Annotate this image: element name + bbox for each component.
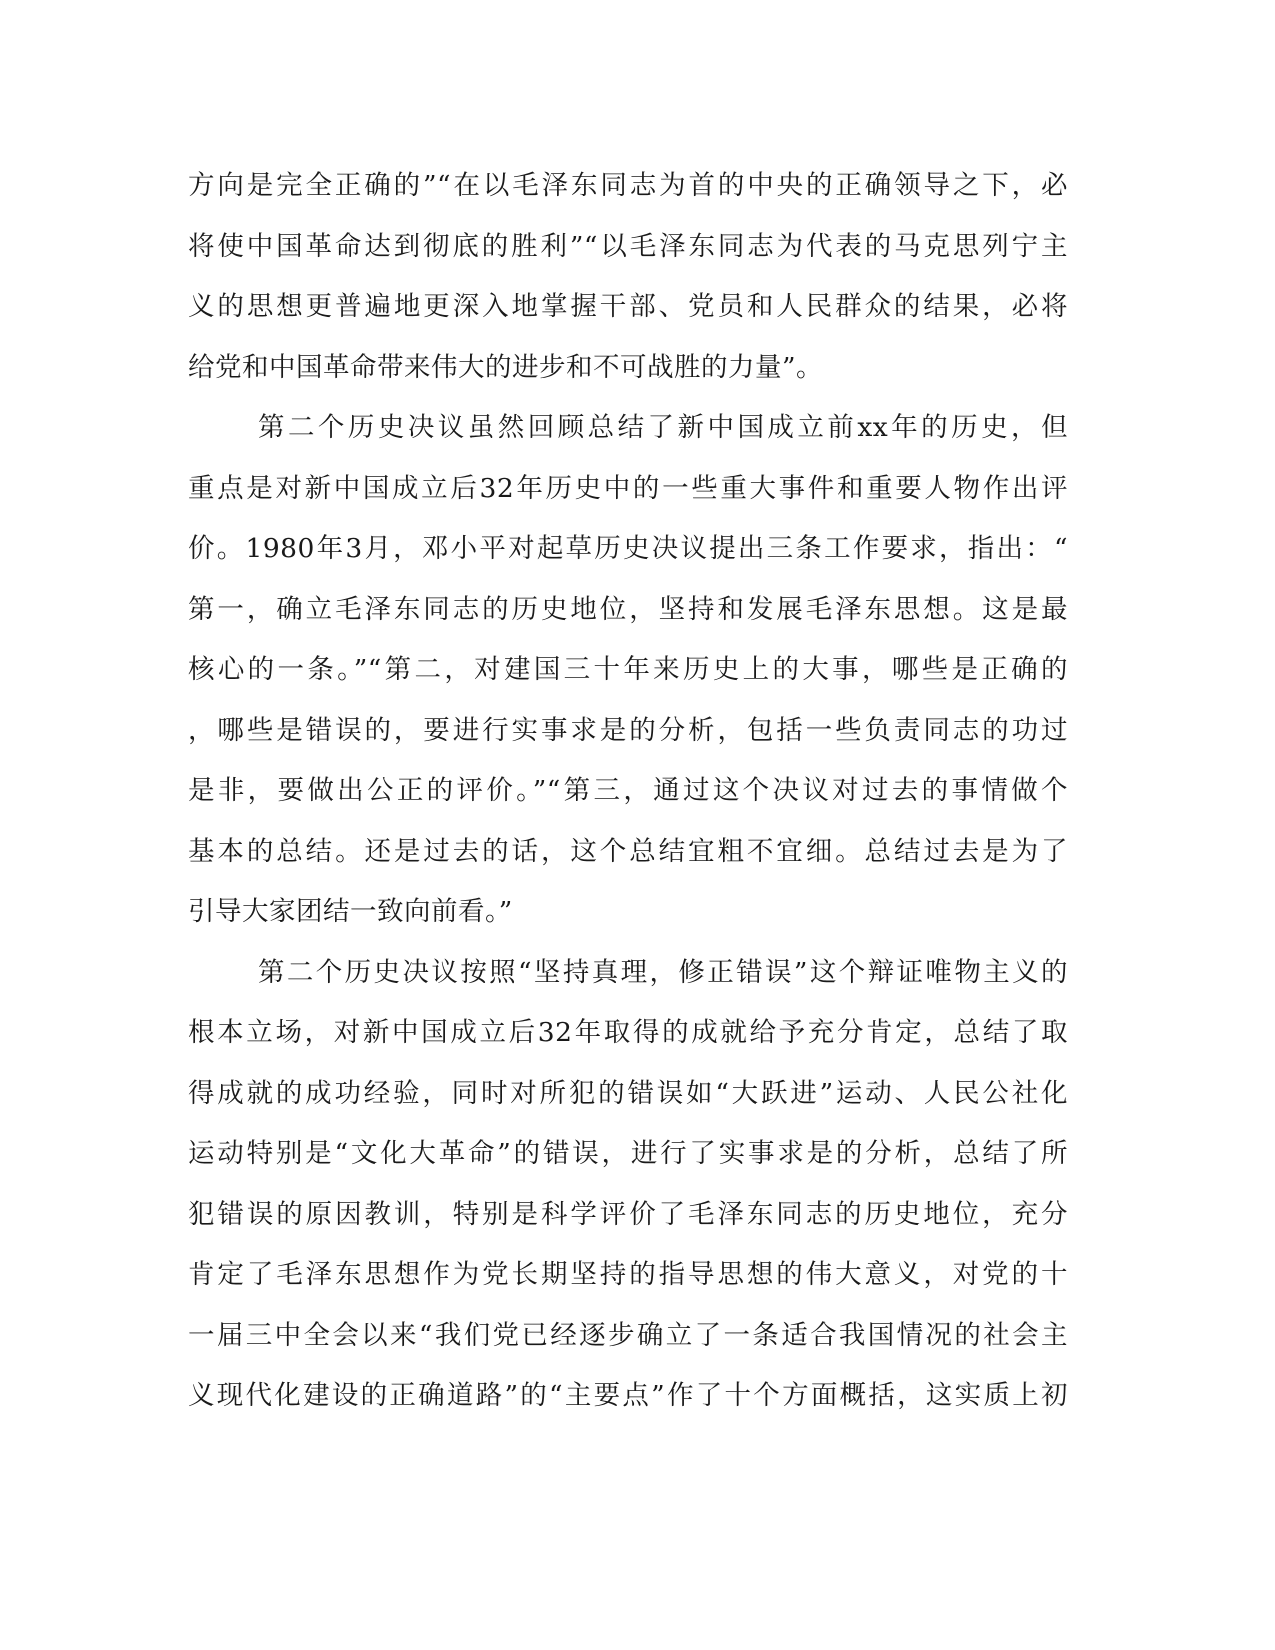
text-line: 一届三中全会以来“我们党已经逐步确立了一条适合我国情况的社会主 xyxy=(188,1319,1068,1351)
text-line: ，哪些是错误的，要进行实事求是的分析，包括一些负责同志的功过 xyxy=(188,714,1068,746)
text-line: 基本的总结。还是过去的话，这个总结宜粗不宜细。总结过去是为了 xyxy=(188,835,1068,867)
text-line: 是非，要做出公正的评价。”“第三，通过这个决议对过去的事情做个 xyxy=(188,775,1068,806)
text-line: 运动特别是“文化大革命”的错误，进行了实事求是的分析，总结了所 xyxy=(188,1138,1068,1169)
text-line: 第一，确立毛泽东同志的历史地位，坚持和发展毛泽东思想。这是最 xyxy=(188,593,1068,625)
text-line: 义现代化建设的正确道路”的“主要点”作了十个方面概括，这实质上初 xyxy=(188,1380,1068,1411)
text-line: 价。1980年3月，邓小平对起草历史决议提出三条工作要求，指出：“ xyxy=(188,533,1068,564)
text-line: 得成就的成功经验，同时对所犯的错误如“大跃进”运动、人民公社化 xyxy=(188,1077,1068,1109)
text-line: 第二个历史决议虽然回顾总结了新中国成立前xx年的历史，但 xyxy=(258,412,1068,443)
text-line: 核心的一条。”“第二，对建国三十年来历史上的大事，哪些是正确的 xyxy=(188,654,1068,685)
text-line: 犯错误的原因教训，特别是科学评价了毛泽东同志的历史地位，充分 xyxy=(188,1198,1068,1230)
paragraph xyxy=(188,943,1068,1427)
text-line: 将使中国革命达到彻底的胜利”“以毛泽东同志为代表的马克思列宁主 xyxy=(188,230,1068,262)
document-body xyxy=(188,156,1068,1427)
paragraph xyxy=(188,156,1068,398)
text-line: 给党和中国革命带来伟大的进步和不可战胜的力量”。 xyxy=(188,351,824,383)
paragraph xyxy=(188,398,1068,943)
text-line: 引导大家团结一致向前看。” xyxy=(188,896,513,927)
text-line: 根本立场，对新中国成立后32年取得的成就给予充分肯定，总结了取 xyxy=(188,1017,1068,1048)
text-line: 重点是对新中国成立后32年历史中的一些重大事件和重要人物作出评 xyxy=(188,472,1068,504)
text-line: 肯定了毛泽东思想作为党长期坚持的指导思想的伟大意义，对党的十 xyxy=(188,1259,1068,1290)
text-line: 第二个历史决议按照“坚持真理，修正错误”这个辩证唯物主义的 xyxy=(258,956,1068,988)
text-line: 义的思想更普遍地更深入地掌握干部、党员和人民群众的结果，必将 xyxy=(188,291,1068,322)
text-line: 方向是完全正确的”“在以毛泽东同志为首的中央的正确领导之下，必 xyxy=(188,170,1068,201)
